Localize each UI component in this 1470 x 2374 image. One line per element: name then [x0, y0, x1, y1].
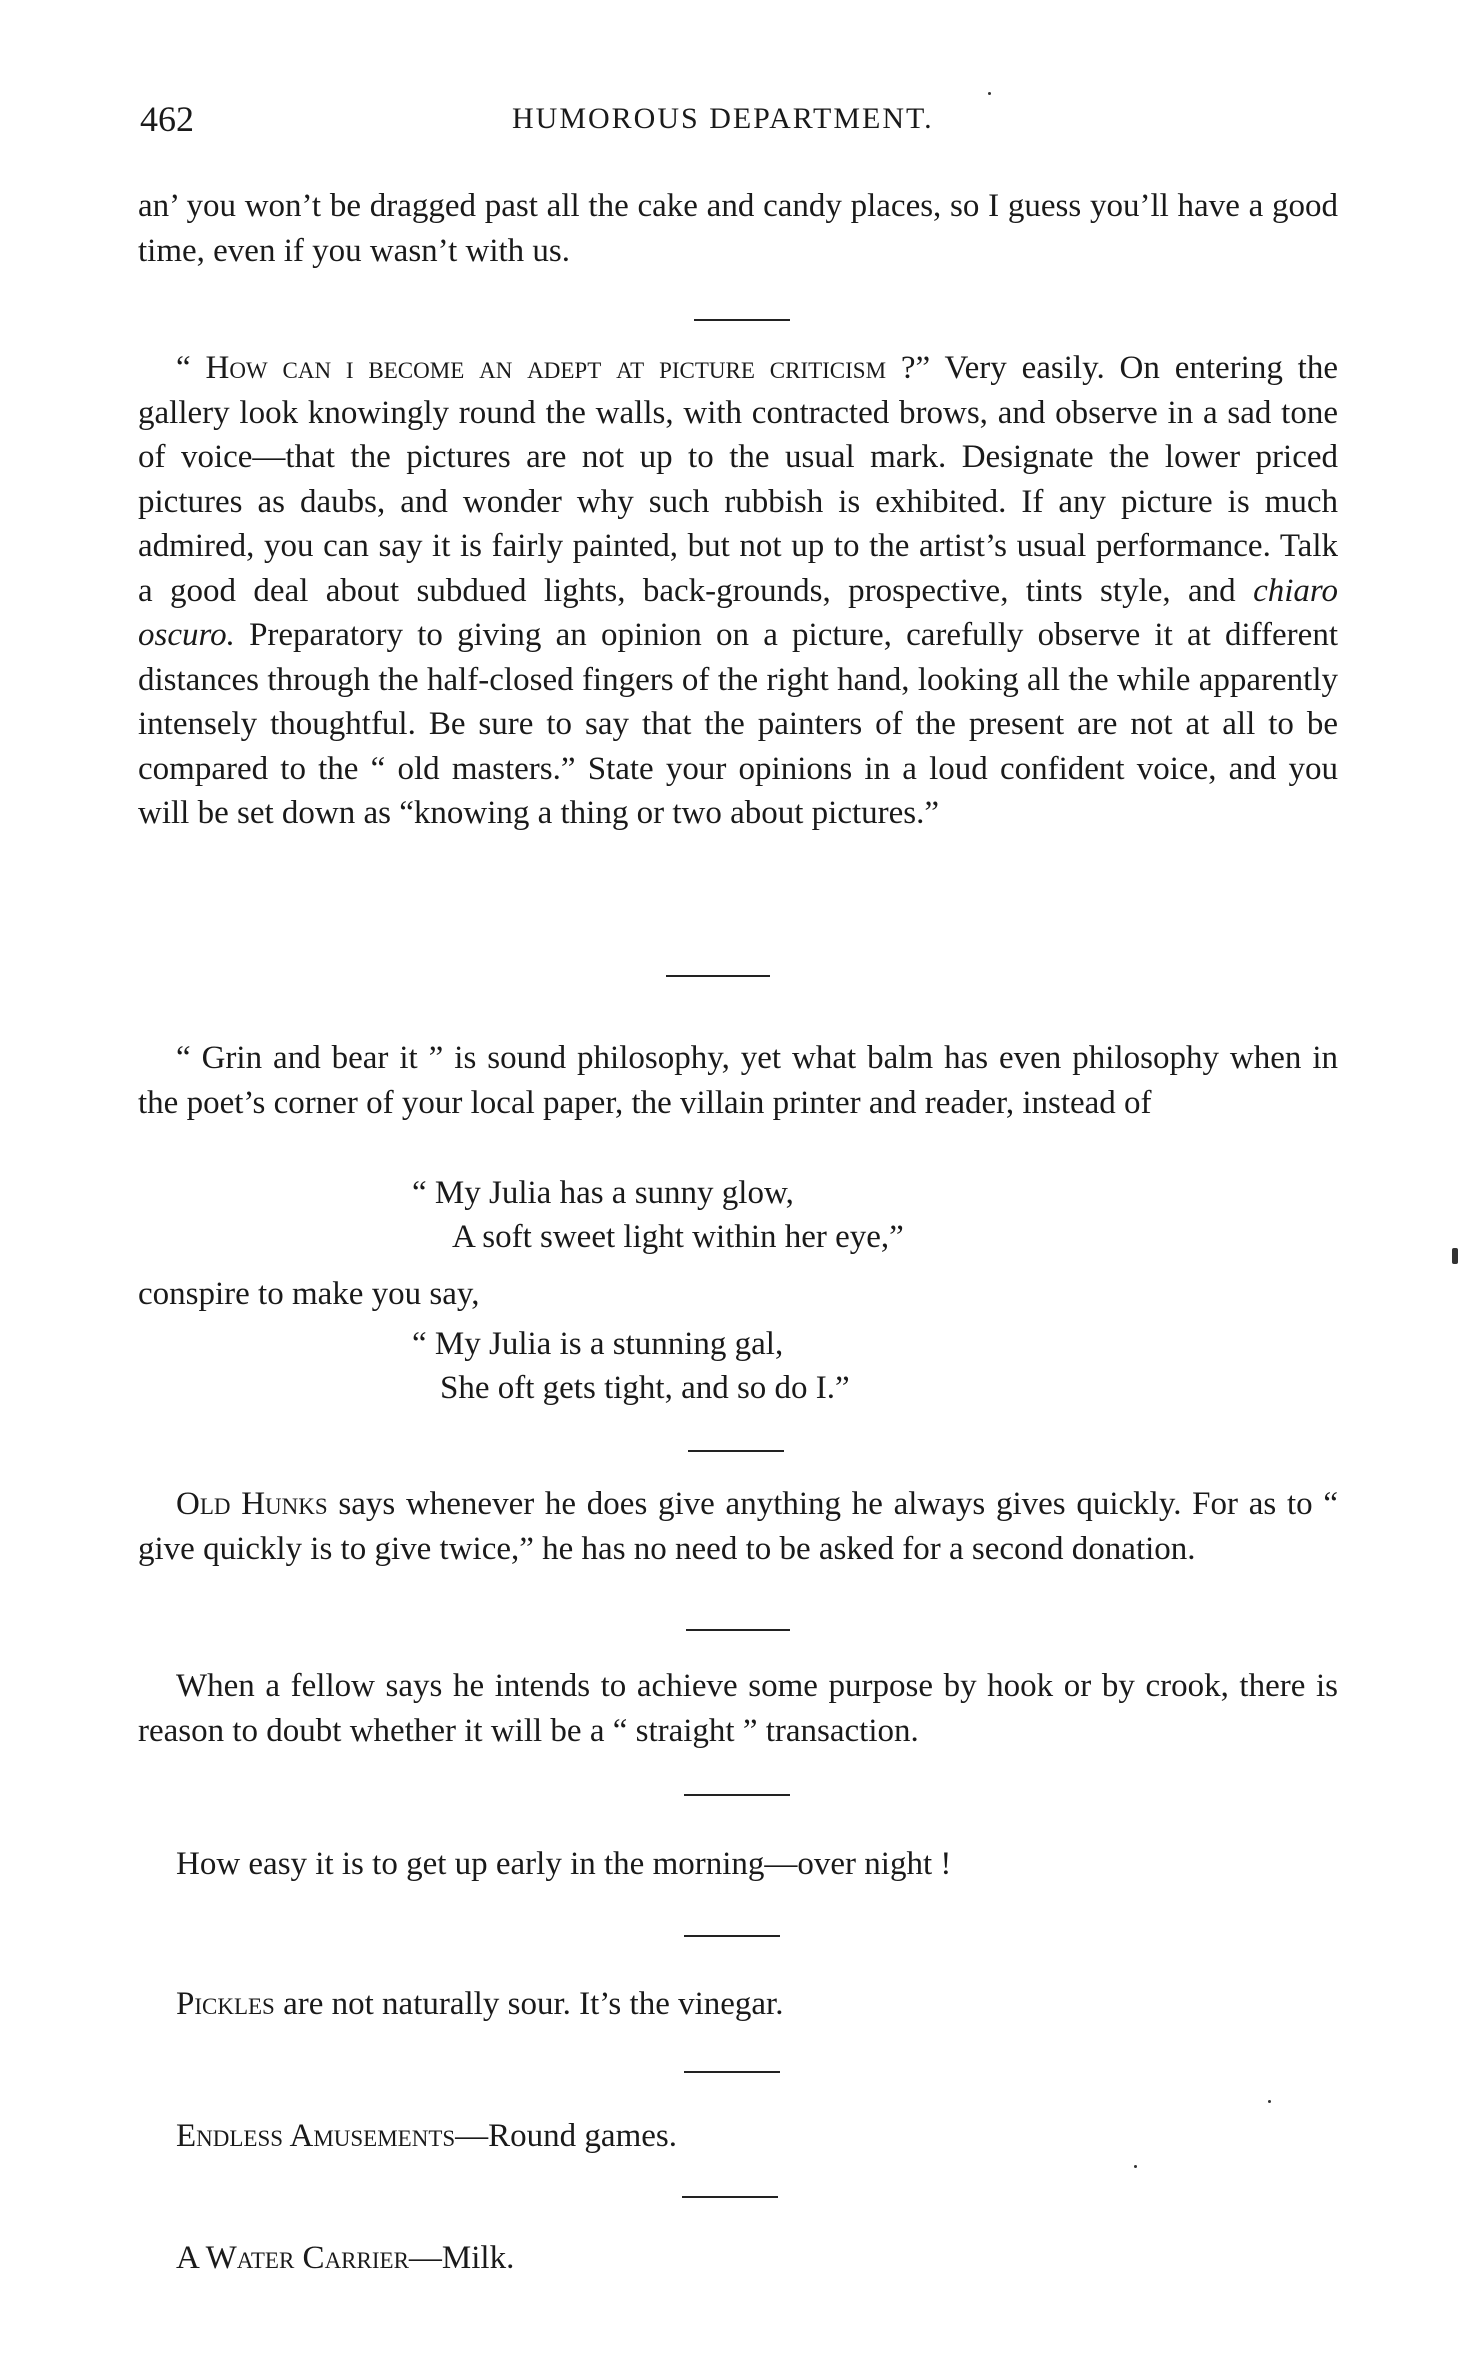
verse-line: A soft sweet light within her eye,”: [452, 1219, 904, 1255]
paragraph-text: conspire to make you say,: [138, 1276, 480, 1312]
paragraph-lead: A Water Carrier: [176, 2240, 409, 2276]
paragraph-text: When a fellow says he intends to achieve some purpose by hook or by crook, there is reason to doubt whether it will be a “ straight ” transaction.: [138, 1668, 1338, 1749]
verse-line: “ My Julia is a stunning gal,: [412, 1326, 784, 1362]
paragraph-text: says whenever he does give anything he always gives quickly. For as to “ give quickly is to give twice,” he has no need to be asked for a second donation.: [138, 1486, 1338, 1567]
grin-and-bear-it-paragraph: [138, 1036, 1338, 1125]
paragraph-lead: Old Hunks: [176, 1486, 328, 1522]
continued-paragraph: [138, 184, 1338, 273]
pickles-paragraph: [138, 1982, 1338, 2027]
section-divider: [688, 1450, 784, 1452]
section-divider: [684, 1935, 780, 1937]
section-divider: [684, 1794, 790, 1796]
old-hunks-paragraph: [138, 1482, 1338, 1571]
hook-or-crook-paragraph: [138, 1664, 1338, 1753]
paragraph-text: Very easily. On entering the gallery look knowingly round the walls, with contracted brows, and observe in a sad tone of voice—that the pictures are not up to the usual mark. Designate the lower priced pictures as daubs, and wonder why such rubbish is exhibited. If any picture is much admired, you can say it is fairly painted, but not up to the artist’s usual performance. Talk a good deal about subdued lights, back-grounds, prospective, tints style, and: [138, 350, 1338, 609]
print-speck: [1268, 2100, 1271, 2103]
print-speck: [1452, 1248, 1458, 1264]
paragraph-text: —Milk.: [408, 2240, 515, 2276]
picture-criticism-paragraph: [138, 346, 1338, 836]
running-head: HUMOROUS DEPARTMENT.: [512, 102, 934, 135]
verse-line: “ My Julia has a sunny glow,: [412, 1175, 794, 1211]
print-speck: [988, 92, 991, 95]
print-speck: [1134, 2165, 1137, 2168]
page-header: [140, 98, 1340, 146]
paragraph-text: “ Grin and bear it ” is sound philosophy, yet what balm has even philosophy when in the poet’s corner of your local paper, the villain printer and reader, instead of: [138, 1040, 1338, 1121]
italic-phrase: chiaro oscuro.: [138, 572, 1338, 653]
paragraph-text: —Round games.: [455, 2118, 677, 2154]
verse-line: She oft gets tight, and so do I.”: [440, 1370, 850, 1406]
paragraph-text: are not naturally sour. It’s the vinegar.: [274, 1986, 784, 2022]
section-divider: [694, 319, 790, 321]
endless-amusements-paragraph: [138, 2114, 1338, 2159]
paragraph-text: an’ you won’t be dragged past all the cake and candy places, so I guess you’ll have a good time, even if you wasn’t with us.: [138, 188, 1338, 269]
section-divider: [686, 1629, 790, 1631]
water-carrier-paragraph: [138, 2236, 1338, 2281]
paragraph-lead: “ How can i become an adept at picture criticism ?”: [176, 350, 931, 386]
paragraph-lead: Endless Amusements: [176, 2118, 456, 2154]
page-number: 462: [140, 99, 194, 139]
section-divider: [666, 975, 770, 977]
paragraph-lead: Pickles: [176, 1986, 275, 2022]
paragraph-text: How easy it is to get up early in the morning—over night !: [176, 1846, 952, 1882]
section-divider: [684, 2071, 780, 2073]
section-divider: [682, 2196, 778, 2198]
paragraph-text-continued: Preparatory to giving an opinion on a picture, carefully observe it at different distances through the half-closed fingers of the right hand, looking all the while apparently intensely thoughtful. Be sure to say that the painters of the present are not at all to be compared to the “ old masters.” State your opinions in a loud confident voice, and you will be set down as “knowing a thing or two about pictures.”: [138, 617, 1338, 831]
early-morning-paragraph: [138, 1842, 1338, 1887]
